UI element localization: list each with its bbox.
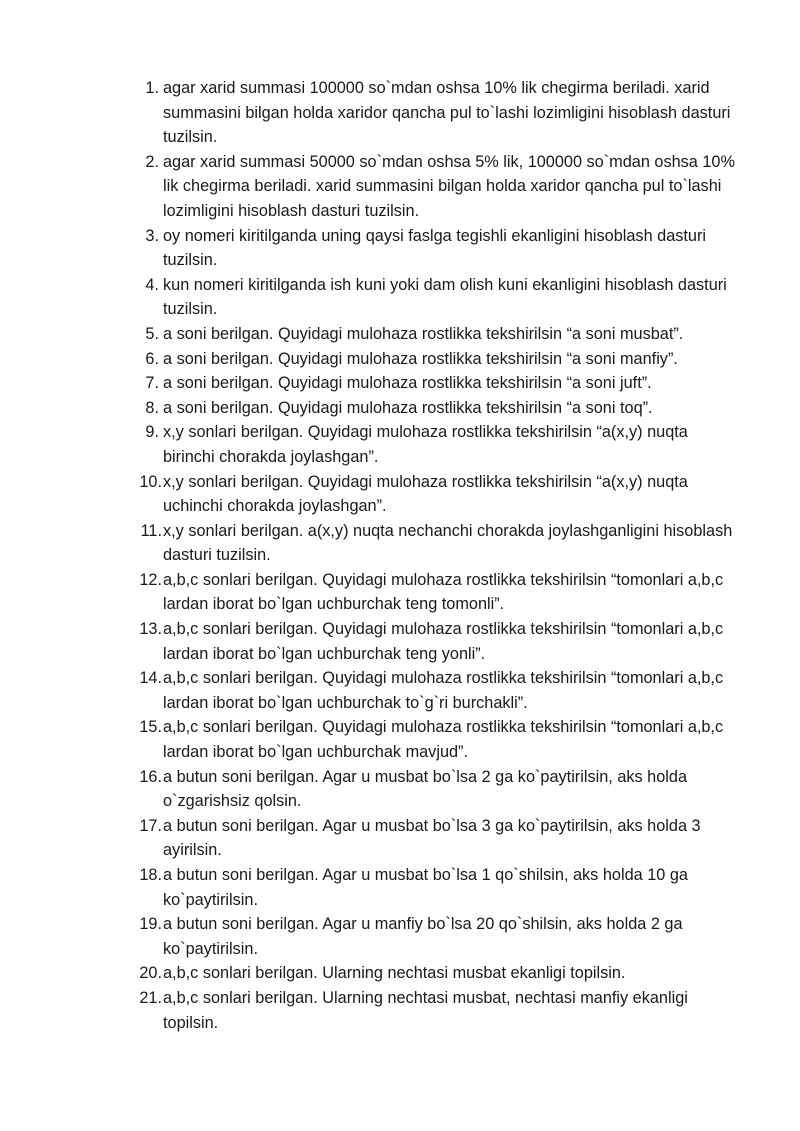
- list-item: [0, 224, 800, 273]
- list-item-text: a,b,c sonlari berilgan. Quyidagi mulohaza rostlikka tekshirilsin “tomonlari a,b,c lardan iborat bo`lgan uchburchak mavjud”.: [163, 718, 724, 762]
- list-item-number: 10.: [139, 472, 162, 491]
- list-item: [0, 715, 800, 764]
- list-item-number: 8.: [145, 398, 159, 417]
- list-item-text: a butun soni berilgan. Agar u musbat bo`lsa 1 qo`shilsin, aks holda 10 ga ko`paytirilsin.: [163, 866, 688, 909]
- list-item: [0, 519, 800, 568]
- list-item-text: a soni berilgan. Quyidagi mulohaza rostlikka tekshirilsin “a soni musbat”.: [163, 324, 684, 343]
- list-item-text: agar xarid summasi 50000 so`mdan oshsa 5% lik, 100000 so`mdan oshsa 10% lik chegirma beriladi. xarid summasini bilgan holda xaridor qancha pul to`lashi lozimligini hisoblash dasturi tuzilsin.: [163, 152, 735, 220]
- list-item: [0, 76, 800, 150]
- list-item-number: 19.: [139, 915, 162, 934]
- list-item: [0, 470, 800, 519]
- list-item: [0, 912, 800, 961]
- list-item-text: a butun soni berilgan. Agar u musbat bo`lsa 2 ga ko`paytirilsin, aks holda o`zgarishsiz qolsin.: [163, 767, 688, 811]
- list-item-number: 15.: [139, 718, 162, 737]
- list-item-text: a butun soni berilgan. Agar u musbat bo`lsa 3 ga ko`paytirilsin, aks holda 3 ayirilsin.: [163, 816, 701, 860]
- list-item: [0, 765, 800, 814]
- list-item-number: 9.: [145, 423, 159, 442]
- list-item: [0, 986, 800, 1035]
- list-item-text: kun nomeri kiritilganda ish kuni yoki dam olish kuni ekanligini hisoblash dasturi tuzilsin.: [163, 275, 727, 319]
- list-item-number: 11.: [140, 521, 162, 540]
- list-item-text: agar xarid summasi 100000 so`mdan oshsa 10% lik chegirma beriladi. xarid summasini bilgan holda xaridor qancha pul to`lashi lozimligini hisoblash dasturi tuzilsin.: [163, 79, 731, 147]
- list-item-text: a,b,c sonlari berilgan. Ularning nechtasi musbat, nechtasi manfiy ekanligi topilsin.: [163, 988, 688, 1032]
- list-item: [0, 617, 800, 666]
- list-item-text: a,b,c sonlari berilgan. Quyidagi mulohaza rostlikka tekshirilsin “tomonlari a,b,c lardan iborat bo`lgan uchburchak teng tomonli”.: [163, 570, 724, 614]
- list-item-text: a butun soni berilgan. Agar u manfiy bo`lsa 20 qo`shilsin, aks holda 2 ga ko`paytirilsin.: [163, 915, 683, 958]
- list-item: [0, 666, 800, 715]
- list-item: [0, 322, 800, 347]
- list-item: [0, 396, 800, 421]
- list-item: [0, 273, 800, 322]
- list-item: [0, 420, 800, 469]
- list-item-text: a,b,c sonlari berilgan. Ularning nechtasi musbat ekanligi topilsin.: [163, 964, 626, 983]
- list-item-number: 17.: [139, 816, 162, 835]
- list-item-number: 3.: [145, 226, 159, 245]
- list-item-text: oy nomeri kiritilganda uning qaysi faslga tegishli ekanligini hisoblash dasturi tuzilsin.: [163, 226, 707, 270]
- list-item: [0, 347, 800, 372]
- list-item-number: 14.: [139, 669, 162, 688]
- list-item-number: 1.: [145, 79, 159, 97]
- list-item-number: 13.: [139, 620, 162, 639]
- task-list: [0, 76, 800, 1035]
- list-item: [0, 568, 800, 617]
- list-item-number: 21.: [139, 988, 162, 1007]
- list-item-number: 7.: [145, 374, 159, 393]
- list-item-number: 18.: [139, 866, 162, 884]
- list-item: [0, 961, 800, 986]
- list-item: [0, 814, 800, 863]
- list-item-text: a soni berilgan. Quyidagi mulohaza rostlikka tekshirilsin “a soni manfiy”.: [163, 349, 678, 368]
- list-item-text: x,y sonlari berilgan. Quyidagi mulohaza rostlikka tekshirilsin “a(x,y) nuqta uchinchi chorakda joylashgan”.: [163, 472, 688, 516]
- list-item-text: a soni berilgan. Quyidagi mulohaza rostlikka tekshirilsin “a soni toq”.: [163, 398, 653, 417]
- list-item-number: 20.: [139, 964, 162, 983]
- list-item-text: a,b,c sonlari berilgan. Quyidagi mulohaza rostlikka tekshirilsin “tomonlari a,b,c lardan iborat bo`lgan uchburchak to`g`ri burchakli”.: [163, 669, 724, 712]
- list-item-number: 4.: [145, 275, 159, 294]
- list-item: [0, 371, 800, 396]
- list-item: [0, 150, 800, 224]
- list-item-number: 6.: [145, 349, 159, 368]
- list-item-text: x,y sonlari berilgan. Quyidagi mulohaza rostlikka tekshirilsin “a(x,y) nuqta birinchi chorakda joylashgan”.: [163, 423, 688, 466]
- list-item: [0, 863, 800, 912]
- list-item-number: 16.: [139, 767, 162, 786]
- list-item-text: a,b,c sonlari berilgan. Quyidagi mulohaza rostlikka tekshirilsin “tomonlari a,b,c lardan iborat bo`lgan uchburchak teng yonli”.: [163, 620, 724, 663]
- list-item-number: 5.: [145, 324, 159, 343]
- list-item-number: 2.: [145, 152, 159, 171]
- list-item-text: x,y sonlari berilgan. a(x,y) nuqta nechanchi chorakda joylashganligini hisoblash dasturi tuzilsin.: [163, 521, 733, 565]
- list-item-text: a soni berilgan. Quyidagi mulohaza rostlikka tekshirilsin “a soni juft”.: [163, 374, 652, 393]
- list-item-number: 12.: [139, 570, 162, 589]
